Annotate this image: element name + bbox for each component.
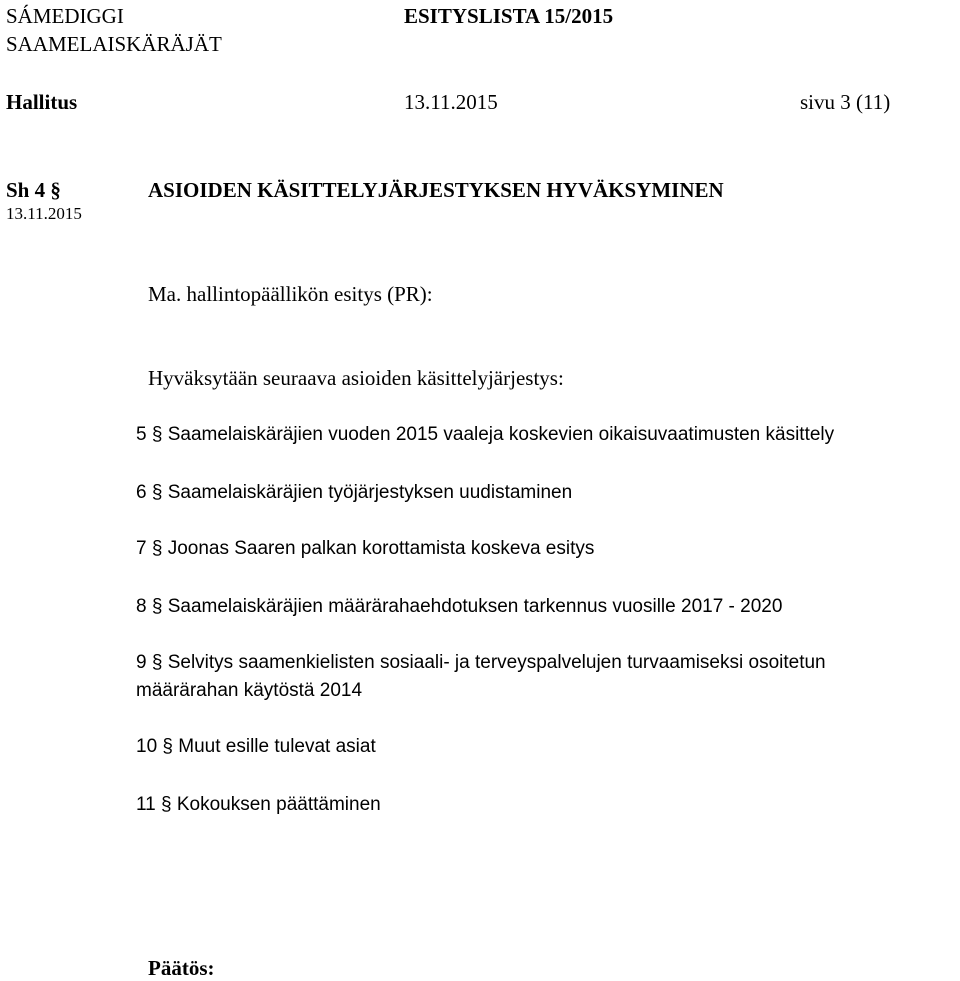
- agenda-item-6: [136, 482, 572, 504]
- item-number: 10 §: [136, 736, 173, 757]
- item-text: Saamelaiskäräjien työjärjestyksen uudistaminen: [167, 482, 573, 503]
- section-date: 13.11.2015: [6, 204, 82, 223]
- agenda-item-11: [136, 794, 381, 816]
- agenda-intro: Hyväksytään seuraava asioiden käsittelyjärjestys:: [148, 366, 564, 390]
- item-text: Kokouksen päättäminen: [176, 794, 381, 815]
- item-number: 7 §: [136, 538, 163, 559]
- section-title: ASIOIDEN KÄSITTELYJÄRJESTYKSEN HYVÄKSYMINEN: [148, 178, 724, 202]
- agenda-item-10: [136, 736, 376, 758]
- meeting-body: Hallitus: [6, 90, 78, 114]
- item-text: Saamelaiskäräjien vuoden 2015 vaaleja koskevien oikaisuvaatimusten käsittely: [167, 424, 835, 445]
- agenda-item-5: [136, 424, 834, 446]
- org-name-finnish: SAAMELAISKÄRÄJÄT: [6, 32, 222, 56]
- page-number: sivu 3 (11): [800, 90, 891, 114]
- org-name-sami: SÁMEDIGGI: [6, 4, 124, 28]
- item-text: Saamelaiskäräjien määrärahaehdotuksen tarkennus vuosille 2017 - 2020: [167, 596, 783, 617]
- section-number: Sh 4 §: [6, 178, 61, 202]
- agenda-item-9: [136, 652, 826, 674]
- item-number: 6 §: [136, 482, 163, 503]
- item-number: 9 §: [136, 652, 163, 673]
- meeting-date: 13.11.2015: [404, 90, 498, 114]
- item-number: 11 §: [136, 794, 172, 815]
- item-text: Muut esille tulevat asiat: [178, 736, 376, 757]
- document-title: ESITYSLISTA 15/2015: [404, 4, 614, 28]
- agenda-item-8: [136, 596, 782, 618]
- item-text: Joonas Saaren palkan korottamista koskeva esitys: [167, 538, 595, 559]
- item-number: 8 §: [136, 596, 163, 617]
- item-number: 5 §: [136, 424, 163, 445]
- proposal-label: Ma. hallintopäällikön esitys (PR):: [148, 282, 433, 306]
- agenda-item-7: [136, 538, 594, 560]
- decision-label: Päätös:: [148, 956, 215, 980]
- item-text: Selvitys saamenkielisten sosiaali- ja terveyspalvelujen turvaamiseksi osoitetun: [167, 652, 826, 673]
- agenda-item-9-continued: määrärahan käytöstä 2014: [136, 680, 363, 701]
